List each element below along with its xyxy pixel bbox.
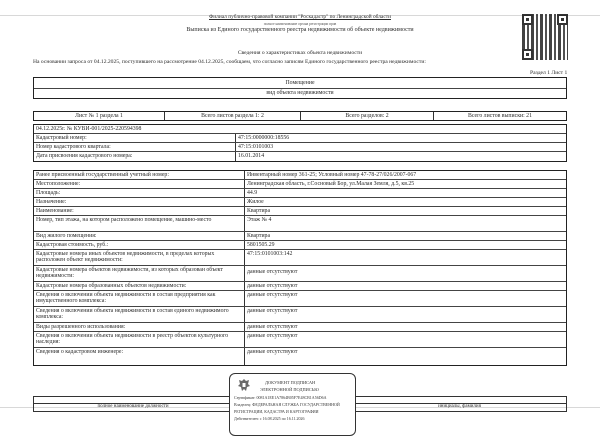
table-row [34,189,566,198]
assignment-date: 16.01.2014 [238,153,265,159]
row-label: Виды разрешенного использования: [34,323,245,331]
row-label: Ранее присвоенный государственный учетный номер: [34,171,245,179]
section-reference: Раздел 1 Лист 1 [530,70,568,76]
organization-name: Филиал публично-правовой компании "Роскадастр" по Ленинградской области [209,14,391,20]
qr-code-icon [522,14,568,60]
row-label: Кадастровые номера образованных объектов недвижимости: [34,282,245,290]
table-row [34,134,566,143]
row-value: данные отсутствуют [247,349,298,355]
name-caption: инициалы, фамилия [438,404,481,409]
stamp-subtitle: ЭЛЕКТРОННОЙ ПОДПИСЬЮ [260,387,319,392]
area-value: 44.9 [247,190,258,196]
row-value: данные отсутствуют [247,308,298,314]
row-value: данные отсутствуют [247,283,298,289]
row-label: Сведения о включении объекта недвижимости в состав единого недвижимого комплекса: [34,307,245,322]
sheets-in-section: Всего листов раздела 1: 2 [165,112,301,120]
row-label: Сведения о включении объекта недвижимости в реестр объектов культурного наследия: [34,332,245,347]
table-row [34,171,566,180]
table-row [34,282,566,291]
position-field [33,396,233,412]
coat-of-arms-icon [237,378,251,393]
sections-total: Всего разделов: 2 [301,112,434,120]
row-value: данные отсутствуют [247,269,298,275]
table-row [34,291,566,307]
table-row [34,332,566,348]
stamp-title: ДОКУМЕНТ ПОДПИСАН [265,380,316,385]
row-label: Площадь: [34,189,245,197]
row-label: Дата присвоения кадастрового номера: [34,152,236,161]
row-label: Сведения о кадастровом инженере: [34,348,245,365]
sheets-total: Всего листов выписки: 21 [468,113,532,119]
row-label: Местоположение: [34,180,245,188]
row-label: Наименование: [34,207,245,215]
row-label: Вид жилого помещения: [34,232,245,240]
row-label: Номер кадастрового квартала: [34,143,236,151]
dwelling-type-value: Квартира [247,233,271,239]
stamp-validity: Действителен: с 16.08.2025 по 16.11.2026 [234,416,305,421]
table-row [34,250,566,266]
row-label: Номер, тип этажа, на котором расположено помещение, машино-место [34,216,245,231]
row-label: Кадастровые номера иных объектов недвижимости, в пределах которых расположен объект недвижимости: [34,250,245,265]
extract-id-row [34,125,566,134]
object-type-box [33,77,567,99]
cadastral-value: 5801505.29 [247,242,275,248]
purpose-value: Жилое [247,199,264,205]
floor-value: Этаж № 4 [247,217,272,223]
row-value: данные отсутствуют [247,292,298,298]
table-row [34,143,566,152]
table-row [34,241,566,250]
parent-object-value: 47:15:0101003:142 [247,251,293,257]
row-value: данные отсутствуют [247,324,298,330]
basic-info-table [33,124,567,162]
table-row [34,152,566,161]
row-label: Сведения о включении объекта недвижимости в состав предприятия как имущественного комплекса: [34,291,245,306]
table-row [34,348,566,365]
table-row [34,198,566,207]
name-value: Квартира [247,208,271,214]
table-row [34,180,566,189]
row-label: Кадастровый номер: [34,134,236,142]
position-caption: полное наименование должности [97,404,169,409]
document-subtitle: Сведения о характеристиках объекта недвижимости [237,50,363,56]
cadastral-number: 47:15:0000000:18556 [238,135,290,141]
table-row [34,216,566,232]
cadastral-quarter: 47:15:0101003 [238,144,274,150]
electronic-signature-stamp [229,373,356,436]
table-row [34,323,566,332]
row-value: данные отсутствуют [247,333,298,339]
extract-id: 04.12.2025г. № КУВИ-001/2025-220594398 [36,126,142,132]
organization-caption: полное наименование органа регистрации прав [263,22,337,26]
stamp-certificate: Сертификат: 0081A1EE1A7864B05F7E48CB1A56D6A [234,395,327,400]
object-type: Помещение [34,78,566,89]
table-row [34,266,566,282]
row-label: Кадастровые номера объектов недвижимости, из которых образован объект недвижимости: [34,266,245,281]
sheet-number: Лист № 1 раздела 1 [34,112,165,120]
table-row [34,207,566,216]
details-table [33,170,567,366]
stamp-holder-cont: РЕГИСТРАЦИИ, КАДАСТРА И КАРТОГРАФИИ [234,409,319,414]
row-label: Назначение: [34,198,245,206]
document-title: Выписка из Единого государственного реестра недвижимости об объекте недвижимости [186,27,414,33]
request-text: На основании запроса от 04.12.2025, поступившего на рассмотрение 04.12.2025, сообщаем, что согласно записям Единого государственного реестра недвижимости: [33,59,426,65]
row-label: Кадастровая стоимость, руб.: [34,241,245,249]
table-row [34,232,566,241]
name-field [352,396,567,412]
table-row [34,307,566,323]
row-value: Инвентарный номер 361-25; Условный номер 47-78-27/026/2007-067 [247,172,417,178]
object-type-caption: вид объекта недвижимости [266,90,334,96]
stamp-holder: Владелец: ФЕДЕРАЛЬНАЯ СЛУЖБА ГОСУДАРСТВЕННОЙ [234,402,340,407]
address-value: Ленинградская область, г.Сосновый Бор, ул.Малая Земля, д.5, кв.25 [247,181,415,187]
sheet-info-bar [33,111,567,121]
